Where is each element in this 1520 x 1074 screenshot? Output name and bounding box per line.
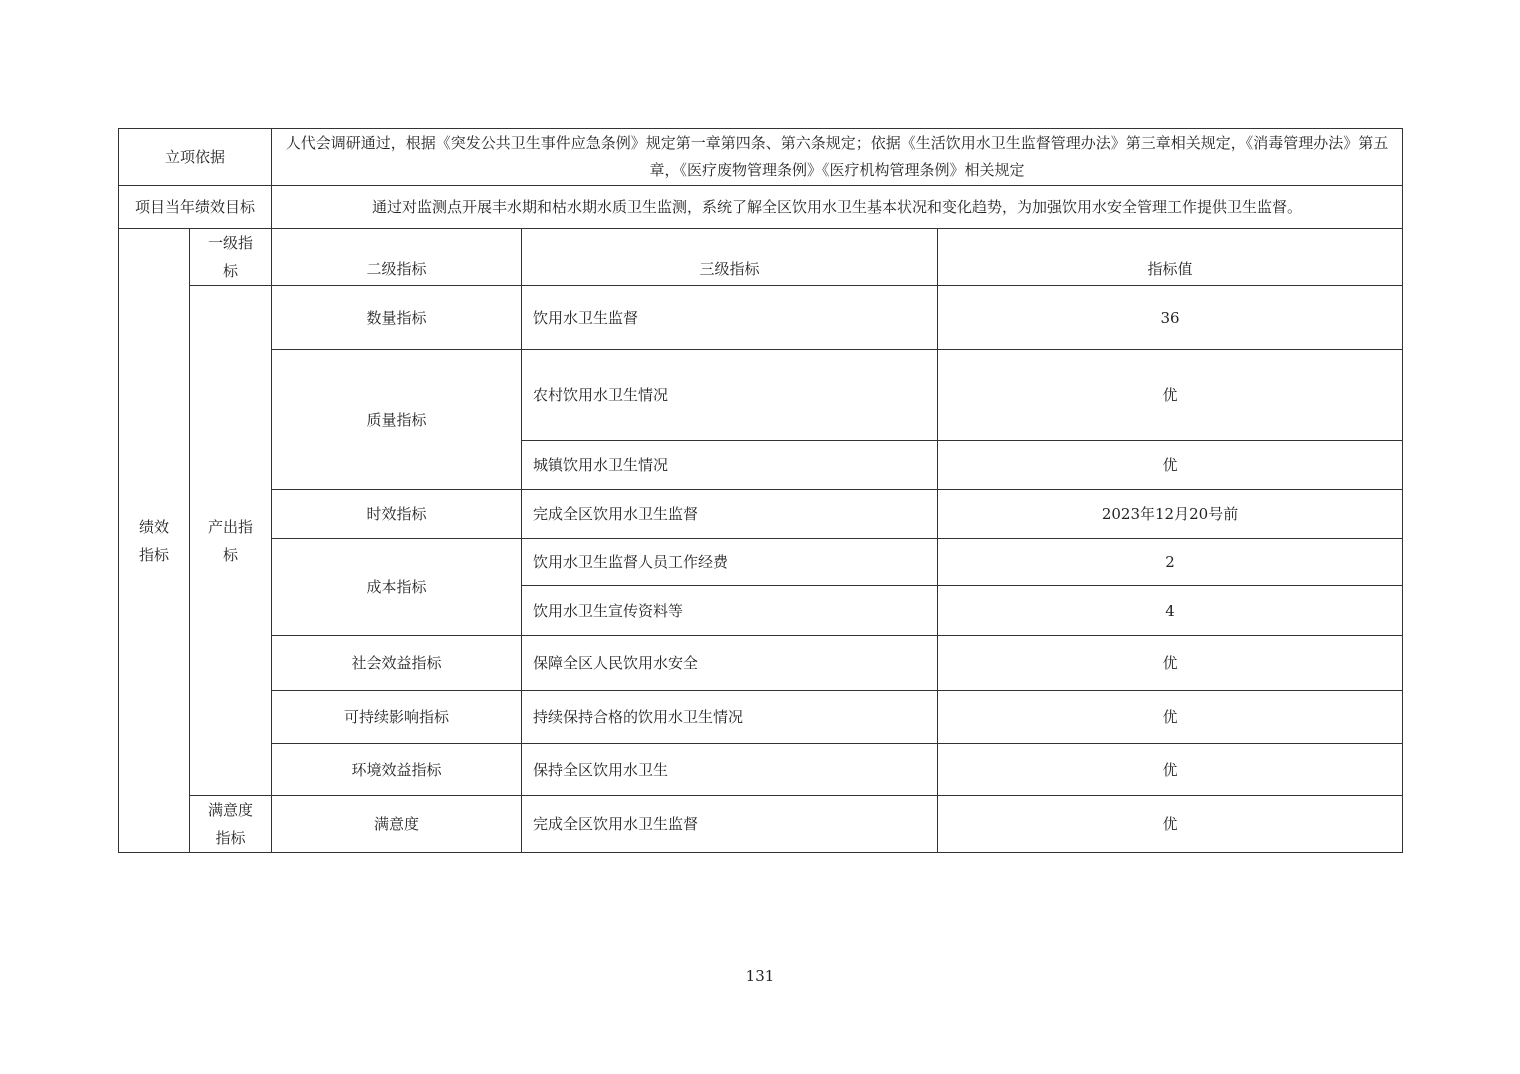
table-row bbox=[119, 539, 1403, 586]
header-value: 指标值 bbox=[938, 229, 1403, 286]
value-cell: 优 bbox=[938, 441, 1403, 490]
value-cell: 4 bbox=[938, 586, 1403, 636]
value-cell: 优 bbox=[938, 796, 1403, 853]
level3-cell: 城镇饮用水卫生情况 bbox=[522, 441, 938, 490]
header-level1: 一级指标 bbox=[190, 229, 272, 286]
level2-cell: 可持续影响指标 bbox=[272, 691, 522, 744]
level2-cell: 质量指标 bbox=[272, 350, 522, 490]
level3-cell: 持续保持合格的饮用水卫生情况 bbox=[522, 691, 938, 744]
basis-row bbox=[119, 129, 1403, 186]
level3-cell: 饮用水卫生监督人员工作经费 bbox=[522, 539, 938, 586]
page-number: 131 bbox=[745, 967, 775, 985]
level2-cell: 环境效益指标 bbox=[272, 744, 522, 796]
level2-cell: 满意度 bbox=[272, 796, 522, 853]
table-row bbox=[119, 350, 1403, 441]
level3-cell: 饮用水卫生宣传资料等 bbox=[522, 586, 938, 636]
value-cell: 优 bbox=[938, 744, 1403, 796]
goal-text: 通过对监测点开展丰水期和枯水期水质卫生监测，系统了解全区饮用水卫生基本状况和变化趋势，为加强饮用水安全管理工作提供卫生监督。 bbox=[272, 186, 1403, 229]
value-cell: 2023年12月20号前 bbox=[938, 490, 1403, 539]
header-level2: 二级指标 bbox=[272, 229, 522, 286]
goal-row bbox=[119, 186, 1403, 229]
table-row bbox=[119, 286, 1403, 350]
table-row bbox=[119, 691, 1403, 744]
level2-cell: 时效指标 bbox=[272, 490, 522, 539]
performance-table bbox=[118, 128, 1403, 853]
perf-indicator-label: 绩效指标 bbox=[119, 229, 190, 853]
value-cell: 优 bbox=[938, 636, 1403, 691]
value-cell: 36 bbox=[938, 286, 1403, 350]
header-row bbox=[119, 229, 1403, 286]
level3-cell: 农村饮用水卫生情况 bbox=[522, 350, 938, 441]
level3-cell: 饮用水卫生监督 bbox=[522, 286, 938, 350]
value-cell: 2 bbox=[938, 539, 1403, 586]
satisfaction-indicator-label: 满意度指标 bbox=[190, 796, 272, 853]
basis-label: 立项依据 bbox=[119, 129, 272, 186]
level2-cell: 社会效益指标 bbox=[272, 636, 522, 691]
table-row bbox=[119, 490, 1403, 539]
level2-cell: 数量指标 bbox=[272, 286, 522, 350]
goal-label: 项目当年绩效目标 bbox=[119, 186, 272, 229]
header-level3: 三级指标 bbox=[522, 229, 938, 286]
table-row bbox=[119, 744, 1403, 796]
value-cell: 优 bbox=[938, 691, 1403, 744]
value-cell: 优 bbox=[938, 350, 1403, 441]
output-indicator-label: 产出指标 bbox=[190, 286, 272, 796]
level3-cell: 保持全区饮用水卫生 bbox=[522, 744, 938, 796]
level3-cell: 保障全区人民饮用水安全 bbox=[522, 636, 938, 691]
basis-text: 人代会调研通过，根据《突发公共卫生事件应急条例》规定第一章第四条、第六条规定；依据《生活饮用水卫生监督管理办法》第三章相关规定，《消毒管理办法》第五章，《医疗废物管理条例》《医疗机构管理条例》相关规定 bbox=[272, 129, 1403, 186]
level3-cell: 完成全区饮用水卫生监督 bbox=[522, 490, 938, 539]
table-row bbox=[119, 636, 1403, 691]
table-row bbox=[119, 796, 1403, 853]
level2-cell: 成本指标 bbox=[272, 539, 522, 636]
level3-cell: 完成全区饮用水卫生监督 bbox=[522, 796, 938, 853]
